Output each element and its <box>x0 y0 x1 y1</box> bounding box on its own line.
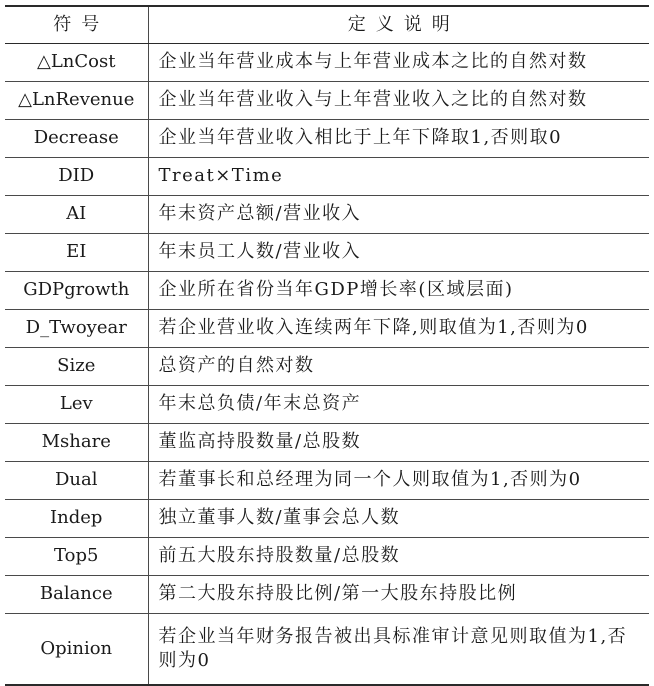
variable-symbol: Opinion <box>5 614 148 686</box>
variable-symbol: DID <box>5 158 148 196</box>
table-row <box>5 272 649 310</box>
table-row <box>5 462 649 500</box>
definition-column-header: 定义说明 <box>148 6 649 44</box>
header-row <box>5 6 649 44</box>
variable-symbol: Decrease <box>5 120 148 158</box>
variable-definition-table <box>5 5 649 686</box>
variable-symbol: △LnCost <box>5 44 148 82</box>
table-row <box>5 44 649 82</box>
table-row <box>5 82 649 120</box>
variable-symbol: Size <box>5 348 148 386</box>
table-row <box>5 310 649 348</box>
table-row <box>5 196 649 234</box>
variable-symbol: Mshare <box>5 424 148 462</box>
symbol-column-header: 符号 <box>5 6 148 44</box>
table-row <box>5 424 649 462</box>
variable-definition: 第二大股东持股比例/第一大股东持股比例 <box>148 576 649 614</box>
variable-definition: 若企业营业收入连续两年下降,则取值为1,否则为0 <box>148 310 649 348</box>
table-row <box>5 120 649 158</box>
table-row <box>5 386 649 424</box>
variable-symbol: △LnRevenue <box>5 82 148 120</box>
table-row <box>5 234 649 272</box>
table-row <box>5 348 649 386</box>
variable-symbol: Top5 <box>5 538 148 576</box>
table-row <box>5 538 649 576</box>
variable-symbol: Indep <box>5 500 148 538</box>
variable-definition: 企业所在省份当年GDP增长率(区域层面) <box>148 272 649 310</box>
table-row <box>5 576 649 614</box>
variable-definition: 前五大股东持股数量/总股数 <box>148 538 649 576</box>
table-row <box>5 500 649 538</box>
variable-definition: 企业当年营业成本与上年营业成本之比的自然对数 <box>148 44 649 82</box>
variable-definition: 年末员工人数/营业收入 <box>148 234 649 272</box>
variable-definition: 企业当年营业收入相比于上年下降取1,否则取0 <box>148 120 649 158</box>
variable-definition: 独立董事人数/董事会总人数 <box>148 500 649 538</box>
variable-definition: 董监高持股数量/总股数 <box>148 424 649 462</box>
variable-symbol: EI <box>5 234 148 272</box>
variable-definition: 企业当年营业收入与上年营业收入之比的自然对数 <box>148 82 649 120</box>
table-row <box>5 158 649 196</box>
variable-definition: 若企业当年财务报告被出具标准审计意见则取值为1,否则为0 <box>148 614 649 686</box>
variable-definition: 年末总负债/年末总资产 <box>148 386 649 424</box>
table-body <box>5 44 649 686</box>
variable-definition: Treat×Time <box>148 158 649 196</box>
variable-definition: 若董事长和总经理为同一个人则取值为1,否则为0 <box>148 462 649 500</box>
table-row <box>5 614 649 686</box>
variable-symbol: Balance <box>5 576 148 614</box>
variable-definition: 总资产的自然对数 <box>148 348 649 386</box>
variable-definition: 年末资产总额/营业收入 <box>148 196 649 234</box>
variable-symbol: D_Twoyear <box>5 310 148 348</box>
variable-symbol: GDPgrowth <box>5 272 148 310</box>
variable-symbol: Dual <box>5 462 148 500</box>
table-header <box>5 6 649 44</box>
variable-symbol: Lev <box>5 386 148 424</box>
variable-symbol: AI <box>5 196 148 234</box>
